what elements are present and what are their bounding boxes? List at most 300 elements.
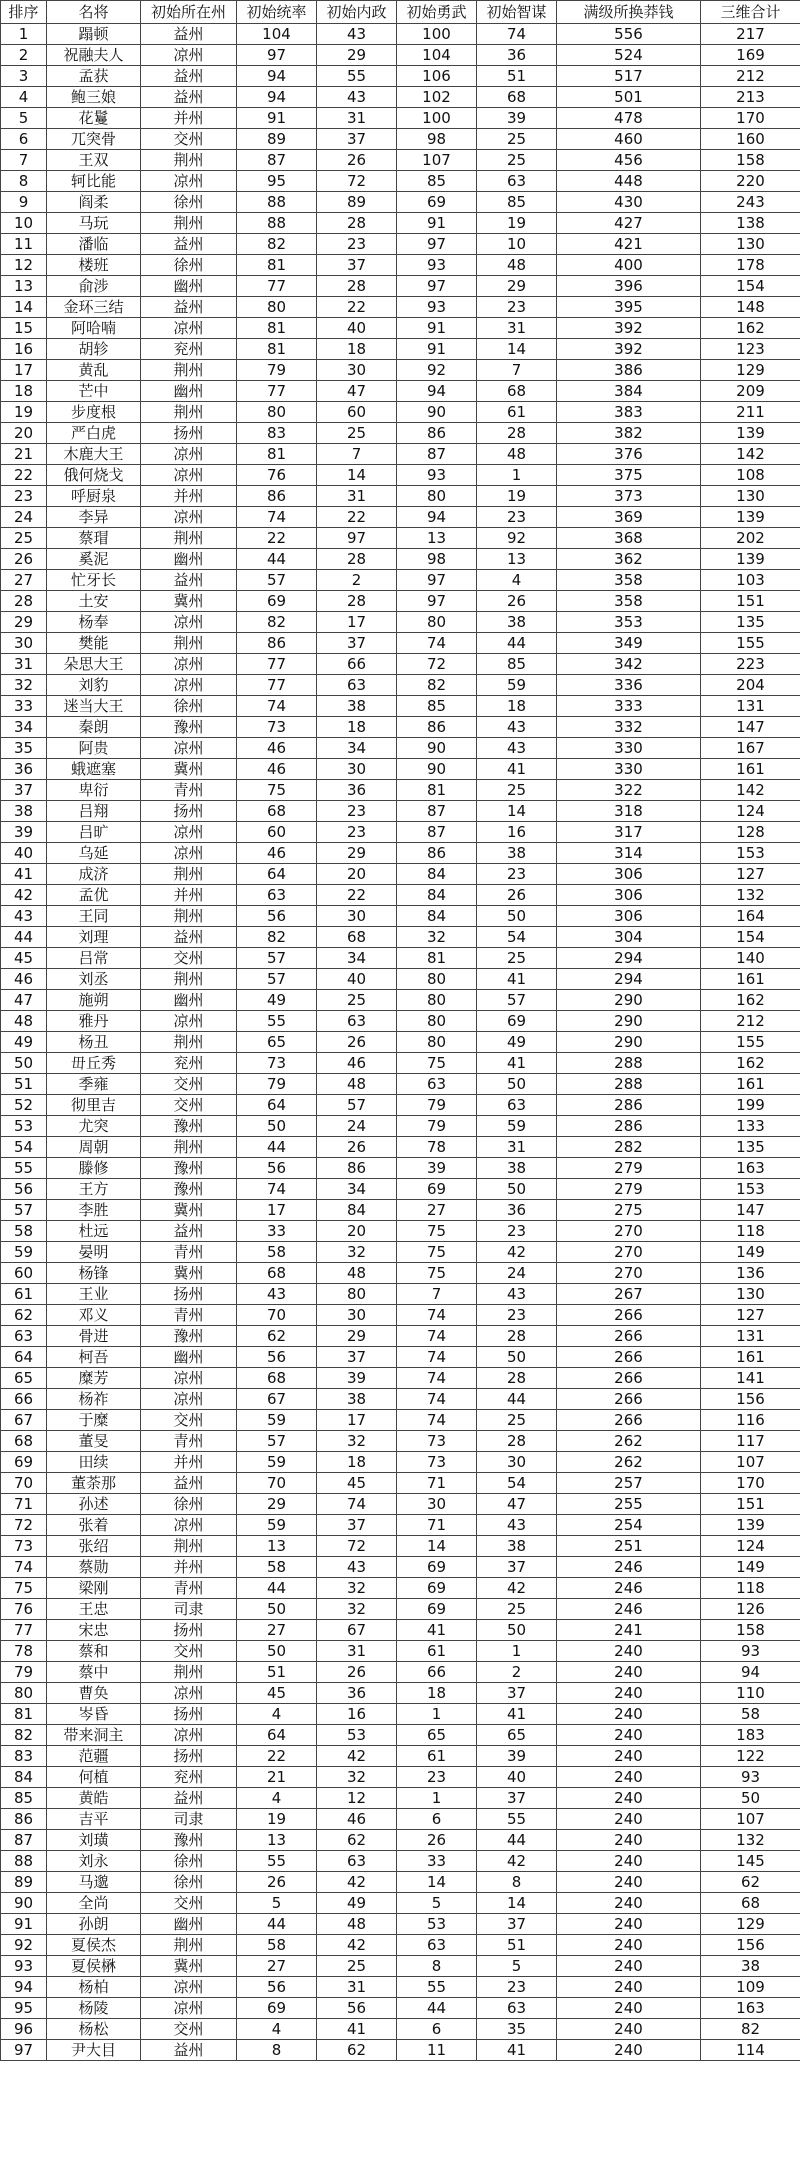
cell-name: 王双	[47, 150, 141, 171]
cell-rank: 94	[1, 1977, 47, 1998]
cell-total: 170	[701, 108, 800, 129]
cell-total: 163	[701, 1998, 800, 2019]
cell-intellect: 50	[477, 906, 557, 927]
cell-state: 冀州	[141, 591, 237, 612]
cell-total: 149	[701, 1557, 800, 1578]
cell-state: 兖州	[141, 339, 237, 360]
cell-intellect: 74	[477, 24, 557, 45]
cell-state: 荆州	[141, 1032, 237, 1053]
cell-state: 交州	[141, 1095, 237, 1116]
cell-intellect: 41	[477, 1053, 557, 1074]
cell-valor: 69	[397, 1179, 477, 1200]
cell-state: 豫州	[141, 1179, 237, 1200]
cell-politics: 2	[317, 570, 397, 591]
cell-total: 161	[701, 1347, 800, 1368]
cell-command: 62	[237, 1326, 317, 1347]
cell-name: 董荼那	[47, 1473, 141, 1494]
cell-name: 吕常	[47, 948, 141, 969]
cell-name: 蔡和	[47, 1641, 141, 1662]
cell-valor: 84	[397, 906, 477, 927]
cell-rank: 40	[1, 843, 47, 864]
cell-valor: 75	[397, 1053, 477, 1074]
cell-name: 卑衍	[47, 780, 141, 801]
cell-intellect: 23	[477, 1305, 557, 1326]
cell-name: 步度根	[47, 402, 141, 423]
cell-command: 94	[237, 87, 317, 108]
cell-state: 幽州	[141, 381, 237, 402]
cell-state: 荆州	[141, 969, 237, 990]
cell-politics: 23	[317, 822, 397, 843]
cell-name: 花鬘	[47, 108, 141, 129]
table-row	[1, 906, 800, 927]
cell-total: 109	[701, 1977, 800, 1998]
cell-valor: 81	[397, 948, 477, 969]
cell-command: 46	[237, 759, 317, 780]
cell-politics: 89	[317, 192, 397, 213]
cell-state: 荆州	[141, 864, 237, 885]
cell-total: 38	[701, 1956, 800, 1977]
cell-state: 并州	[141, 1557, 237, 1578]
cell-valor: 85	[397, 696, 477, 717]
cell-total: 126	[701, 1599, 800, 1620]
cell-command: 46	[237, 843, 317, 864]
cell-name: 蹋顿	[47, 24, 141, 45]
cell-rank: 73	[1, 1536, 47, 1557]
cell-valor: 80	[397, 1011, 477, 1032]
cell-intellect: 63	[477, 1095, 557, 1116]
cell-command: 50	[237, 1641, 317, 1662]
cell-politics: 72	[317, 1536, 397, 1557]
cell-intellect: 85	[477, 192, 557, 213]
table-row	[1, 192, 800, 213]
cell-politics: 63	[317, 1851, 397, 1872]
cell-total: 130	[701, 486, 800, 507]
cell-rank: 43	[1, 906, 47, 927]
cell-coins: 368	[557, 528, 701, 549]
cell-total: 183	[701, 1725, 800, 1746]
cell-valor: 23	[397, 1767, 477, 1788]
cell-politics: 46	[317, 1809, 397, 1830]
cell-name: 樊能	[47, 633, 141, 654]
cell-coins: 362	[557, 549, 701, 570]
cell-coins: 241	[557, 1620, 701, 1641]
cell-command: 82	[237, 612, 317, 633]
cell-intellect: 57	[477, 990, 557, 1011]
cell-intellect: 38	[477, 1536, 557, 1557]
cell-state: 交州	[141, 2019, 237, 2040]
table-row	[1, 738, 800, 759]
cell-valor: 79	[397, 1116, 477, 1137]
cell-state: 益州	[141, 1473, 237, 1494]
cell-politics: 30	[317, 1305, 397, 1326]
cell-intellect: 39	[477, 108, 557, 129]
cell-intellect: 44	[477, 1389, 557, 1410]
cell-intellect: 51	[477, 66, 557, 87]
cell-command: 57	[237, 570, 317, 591]
table-row	[1, 87, 800, 108]
cell-intellect: 26	[477, 591, 557, 612]
table-row	[1, 2019, 800, 2040]
cell-rank: 83	[1, 1746, 47, 1767]
cell-command: 57	[237, 1431, 317, 1452]
cell-command: 74	[237, 696, 317, 717]
table-row	[1, 1578, 800, 1599]
table-row	[1, 486, 800, 507]
cell-name: 刘理	[47, 927, 141, 948]
cell-rank: 48	[1, 1011, 47, 1032]
table-row	[1, 1305, 800, 1326]
cell-rank: 82	[1, 1725, 47, 1746]
cell-intellect: 1	[477, 1641, 557, 1662]
cell-total: 163	[701, 1158, 800, 1179]
cell-total: 212	[701, 1011, 800, 1032]
cell-coins: 332	[557, 717, 701, 738]
table-row	[1, 696, 800, 717]
table-row	[1, 1200, 800, 1221]
cell-command: 59	[237, 1452, 317, 1473]
cell-politics: 29	[317, 843, 397, 864]
cell-politics: 39	[317, 1368, 397, 1389]
cell-coins: 314	[557, 843, 701, 864]
cell-command: 27	[237, 1956, 317, 1977]
cell-state: 青州	[141, 780, 237, 801]
cell-name: 阎柔	[47, 192, 141, 213]
cell-intellect: 13	[477, 549, 557, 570]
cell-name: 芒中	[47, 381, 141, 402]
cell-politics: 84	[317, 1200, 397, 1221]
cell-rank: 70	[1, 1473, 47, 1494]
cell-command: 51	[237, 1662, 317, 1683]
cell-intellect: 38	[477, 1158, 557, 1179]
cell-rank: 96	[1, 2019, 47, 2040]
cell-state: 徐州	[141, 1494, 237, 1515]
cell-rank: 9	[1, 192, 47, 213]
table-row	[1, 717, 800, 738]
cell-total: 199	[701, 1095, 800, 1116]
cell-coins: 382	[557, 423, 701, 444]
cell-command: 104	[237, 24, 317, 45]
table-row	[1, 1473, 800, 1494]
cell-name: 吕翔	[47, 801, 141, 822]
cell-command: 77	[237, 654, 317, 675]
cell-rank: 36	[1, 759, 47, 780]
cell-rank: 11	[1, 234, 47, 255]
cell-state: 凉州	[141, 654, 237, 675]
cell-politics: 28	[317, 591, 397, 612]
cell-total: 155	[701, 1032, 800, 1053]
cell-rank: 44	[1, 927, 47, 948]
cell-coins: 524	[557, 45, 701, 66]
header-col-valor: 初始勇武	[397, 1, 477, 24]
cell-coins: 270	[557, 1242, 701, 1263]
cell-politics: 49	[317, 1893, 397, 1914]
cell-politics: 31	[317, 1641, 397, 1662]
cell-state: 凉州	[141, 1977, 237, 1998]
cell-valor: 100	[397, 24, 477, 45]
cell-command: 81	[237, 339, 317, 360]
cell-rank: 33	[1, 696, 47, 717]
cell-coins: 430	[557, 192, 701, 213]
cell-intellect: 23	[477, 507, 557, 528]
cell-state: 益州	[141, 927, 237, 948]
cell-rank: 29	[1, 612, 47, 633]
cell-valor: 94	[397, 381, 477, 402]
cell-state: 凉州	[141, 1725, 237, 1746]
cell-coins: 240	[557, 1767, 701, 1788]
cell-total: 124	[701, 801, 800, 822]
table-row	[1, 1830, 800, 1851]
cell-state: 司隶	[141, 1809, 237, 1830]
cell-politics: 26	[317, 150, 397, 171]
cell-rank: 72	[1, 1515, 47, 1536]
cell-rank: 56	[1, 1179, 47, 1200]
cell-intellect: 50	[477, 1179, 557, 1200]
cell-coins: 460	[557, 129, 701, 150]
cell-coins: 306	[557, 906, 701, 927]
cell-state: 益州	[141, 66, 237, 87]
cell-intellect: 28	[477, 1431, 557, 1452]
cell-politics: 22	[317, 507, 397, 528]
cell-state: 扬州	[141, 801, 237, 822]
table-row	[1, 969, 800, 990]
cell-command: 70	[237, 1473, 317, 1494]
cell-valor: 86	[397, 423, 477, 444]
cell-coins: 456	[557, 150, 701, 171]
cell-total: 209	[701, 381, 800, 402]
cell-politics: 34	[317, 738, 397, 759]
cell-intellect: 44	[477, 633, 557, 654]
cell-state: 凉州	[141, 507, 237, 528]
cell-command: 13	[237, 1830, 317, 1851]
table-row	[1, 1662, 800, 1683]
cell-coins: 246	[557, 1578, 701, 1599]
cell-politics: 32	[317, 1578, 397, 1599]
cell-rank: 55	[1, 1158, 47, 1179]
cell-coins: 262	[557, 1431, 701, 1452]
cell-name: 奚泥	[47, 549, 141, 570]
table-row	[1, 1494, 800, 1515]
cell-valor: 44	[397, 1998, 477, 2019]
table-row	[1, 1074, 800, 1095]
table-row	[1, 1914, 800, 1935]
cell-valor: 87	[397, 822, 477, 843]
cell-valor: 106	[397, 66, 477, 87]
cell-name: 成济	[47, 864, 141, 885]
cell-politics: 25	[317, 990, 397, 1011]
cell-coins: 333	[557, 696, 701, 717]
cell-total: 129	[701, 1914, 800, 1935]
cell-state: 青州	[141, 1305, 237, 1326]
cell-politics: 18	[317, 717, 397, 738]
cell-coins: 240	[557, 1662, 701, 1683]
cell-command: 26	[237, 1872, 317, 1893]
cell-command: 46	[237, 738, 317, 759]
cell-valor: 82	[397, 675, 477, 696]
cell-valor: 80	[397, 990, 477, 1011]
cell-rank: 17	[1, 360, 47, 381]
cell-command: 67	[237, 1389, 317, 1410]
cell-politics: 30	[317, 906, 397, 927]
cell-command: 58	[237, 1557, 317, 1578]
table-row	[1, 1179, 800, 1200]
cell-command: 50	[237, 1599, 317, 1620]
cell-coins: 240	[557, 2040, 701, 2061]
cell-command: 75	[237, 780, 317, 801]
cell-total: 136	[701, 1263, 800, 1284]
cell-politics: 41	[317, 2019, 397, 2040]
cell-rank: 2	[1, 45, 47, 66]
cell-state: 豫州	[141, 717, 237, 738]
cell-name: 董旻	[47, 1431, 141, 1452]
cell-total: 213	[701, 87, 800, 108]
cell-valor: 75	[397, 1242, 477, 1263]
table-row	[1, 1557, 800, 1578]
cell-politics: 32	[317, 1242, 397, 1263]
cell-valor: 90	[397, 759, 477, 780]
cell-intellect: 42	[477, 1578, 557, 1599]
cell-politics: 18	[317, 1452, 397, 1473]
cell-name: 俄何烧戈	[47, 465, 141, 486]
cell-intellect: 37	[477, 1557, 557, 1578]
cell-total: 130	[701, 234, 800, 255]
cell-politics: 40	[317, 318, 397, 339]
cell-name: 夏侯杰	[47, 1935, 141, 1956]
cell-state: 徐州	[141, 696, 237, 717]
cell-state: 益州	[141, 570, 237, 591]
table-row	[1, 129, 800, 150]
table-body	[1, 24, 800, 2061]
cell-state: 益州	[141, 1788, 237, 1809]
cell-valor: 98	[397, 129, 477, 150]
cell-command: 69	[237, 591, 317, 612]
cell-politics: 60	[317, 402, 397, 423]
table-row	[1, 1683, 800, 1704]
cell-valor: 32	[397, 927, 477, 948]
table-row	[1, 1872, 800, 1893]
cell-intellect: 48	[477, 255, 557, 276]
cell-rank: 35	[1, 738, 47, 759]
cell-command: 5	[237, 1893, 317, 1914]
cell-name: 李异	[47, 507, 141, 528]
cell-politics: 20	[317, 864, 397, 885]
cell-name: 孟优	[47, 885, 141, 906]
cell-name: 蔡瑁	[47, 528, 141, 549]
cell-coins: 254	[557, 1515, 701, 1536]
cell-state: 荆州	[141, 633, 237, 654]
cell-valor: 74	[397, 1326, 477, 1347]
cell-total: 204	[701, 675, 800, 696]
cell-state: 并州	[141, 108, 237, 129]
cell-command: 55	[237, 1011, 317, 1032]
cell-politics: 30	[317, 759, 397, 780]
cell-intellect: 47	[477, 1494, 557, 1515]
cell-intellect: 37	[477, 1914, 557, 1935]
cell-state: 荆州	[141, 1536, 237, 1557]
cell-valor: 69	[397, 1599, 477, 1620]
cell-intellect: 39	[477, 1746, 557, 1767]
cell-coins: 294	[557, 948, 701, 969]
table-row	[1, 66, 800, 87]
cell-coins: 251	[557, 1536, 701, 1557]
cell-valor: 74	[397, 1389, 477, 1410]
table-row	[1, 1368, 800, 1389]
cell-politics: 38	[317, 696, 397, 717]
header-col-intellect: 初始智谋	[477, 1, 557, 24]
cell-intellect: 68	[477, 381, 557, 402]
cell-politics: 43	[317, 87, 397, 108]
cell-politics: 29	[317, 1326, 397, 1347]
cell-command: 64	[237, 864, 317, 885]
cell-valor: 91	[397, 318, 477, 339]
cell-name: 杨祚	[47, 1389, 141, 1410]
header-col-total: 三维合计	[701, 1, 800, 24]
cell-valor: 65	[397, 1725, 477, 1746]
cell-total: 153	[701, 843, 800, 864]
cell-intellect: 18	[477, 696, 557, 717]
table-row	[1, 1032, 800, 1053]
cell-name: 全尚	[47, 1893, 141, 1914]
cell-command: 81	[237, 255, 317, 276]
cell-state: 凉州	[141, 1368, 237, 1389]
cell-name: 杨丑	[47, 1032, 141, 1053]
cell-total: 161	[701, 969, 800, 990]
cell-command: 45	[237, 1683, 317, 1704]
cell-intellect: 43	[477, 738, 557, 759]
cell-command: 77	[237, 675, 317, 696]
cell-rank: 66	[1, 1389, 47, 1410]
cell-state: 徐州	[141, 192, 237, 213]
cell-valor: 39	[397, 1158, 477, 1179]
cell-intellect: 49	[477, 1032, 557, 1053]
cell-total: 145	[701, 1851, 800, 1872]
cell-name: 于糜	[47, 1410, 141, 1431]
cell-name: 骨进	[47, 1326, 141, 1347]
cell-valor: 87	[397, 801, 477, 822]
cell-state: 青州	[141, 1242, 237, 1263]
cell-command: 77	[237, 276, 317, 297]
table-row	[1, 1242, 800, 1263]
cell-politics: 29	[317, 45, 397, 66]
cell-intellect: 40	[477, 1767, 557, 1788]
cell-politics: 74	[317, 1494, 397, 1515]
cell-total: 167	[701, 738, 800, 759]
cell-intellect: 19	[477, 213, 557, 234]
cell-politics: 36	[317, 1683, 397, 1704]
cell-coins: 266	[557, 1326, 701, 1347]
cell-rank: 5	[1, 108, 47, 129]
cell-state: 司隶	[141, 1599, 237, 1620]
table-row	[1, 675, 800, 696]
cell-name: 杨锋	[47, 1263, 141, 1284]
cell-valor: 73	[397, 1452, 477, 1473]
cell-command: 86	[237, 633, 317, 654]
cell-valor: 33	[397, 1851, 477, 1872]
cell-command: 64	[237, 1725, 317, 1746]
cell-rank: 38	[1, 801, 47, 822]
cell-name: 轲比能	[47, 171, 141, 192]
cell-command: 57	[237, 969, 317, 990]
table-row	[1, 1389, 800, 1410]
cell-valor: 80	[397, 486, 477, 507]
cell-state: 交州	[141, 1410, 237, 1431]
table-row	[1, 549, 800, 570]
cell-politics: 66	[317, 654, 397, 675]
cell-coins: 322	[557, 780, 701, 801]
cell-politics: 67	[317, 1620, 397, 1641]
cell-total: 133	[701, 1116, 800, 1137]
cell-rank: 74	[1, 1557, 47, 1578]
cell-total: 223	[701, 654, 800, 675]
